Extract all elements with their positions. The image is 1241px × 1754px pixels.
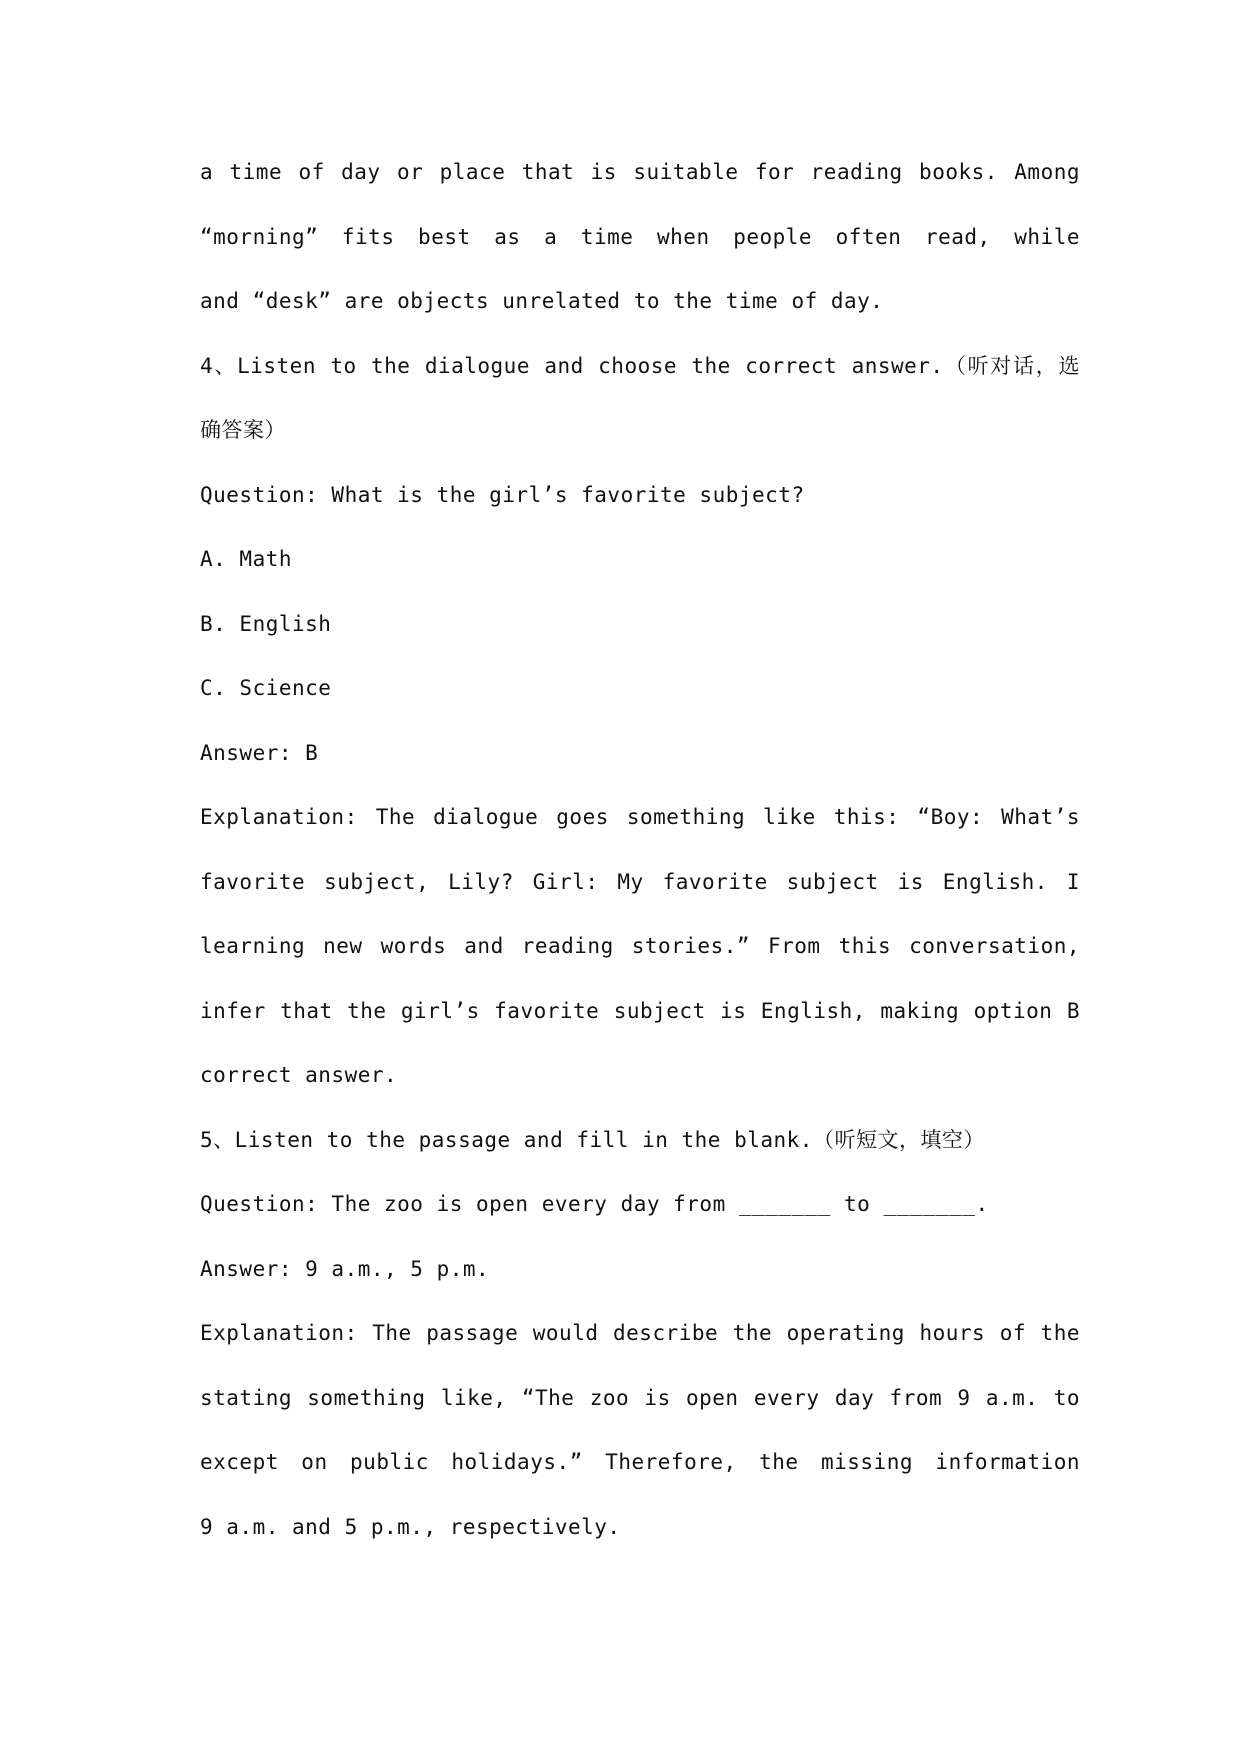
- question-5-answer: Answer: 9 a.m., 5 p.m.: [200, 1256, 490, 1281]
- explanation-4-line-1: Explanation: The dialogue goes something like this: “Boy: What’s: [200, 805, 1080, 829]
- explanation-4-line-2: favorite subject, Lily? Girl: My favorite subject is English. I: [200, 869, 1080, 894]
- question-4-heading: 4、Listen to the dialogue and choose the correct answer.（听对话，选: [200, 353, 1080, 378]
- question-4-prompt: Question: What is the girl’s favorite subject?: [200, 482, 805, 507]
- explanation-4-line-4: infer that the girl’s favorite subject is English, making option B: [200, 998, 1080, 1023]
- document-page: [200, 140, 1080, 1559]
- question-5-prompt: Question: The zoo is open every day from _______ to _______.: [200, 1192, 989, 1216]
- paragraph-line-1: a time of day or place that is suitable for reading books. Among: [200, 160, 1080, 184]
- explanation-5-line-4: 9 a.m. and 5 p.m., respectively.: [200, 1514, 621, 1539]
- explanation-5-line-3: except on public holidays.” Therefore, the missing information: [200, 1450, 1080, 1474]
- explanation-4-line-5: correct answer.: [200, 1063, 398, 1087]
- option-c: C. Science: [200, 676, 332, 700]
- question-4-heading-continued: 确答案）: [200, 418, 286, 442]
- question-4-answer: Answer: B: [200, 740, 319, 765]
- paragraph-line-2: “morning” fits best as a time when people often read, while: [200, 224, 1080, 249]
- explanation-5-line-1: Explanation: The passage would describe the operating hours of the: [200, 1321, 1080, 1345]
- question-5-heading: 5、Listen to the passage and fill in the blank.（听短文，填空）: [200, 1127, 985, 1152]
- explanation-4-line-3: learning new words and reading stories.” From this conversation,: [200, 934, 1080, 958]
- paragraph-line-3: and “desk” are objects unrelated to the time of day.: [200, 289, 884, 313]
- explanation-5-line-2: stating something like, “The zoo is open every day from 9 a.m. to: [200, 1385, 1080, 1410]
- option-b: B. English: [200, 611, 332, 636]
- option-a: A. Math: [200, 547, 293, 571]
